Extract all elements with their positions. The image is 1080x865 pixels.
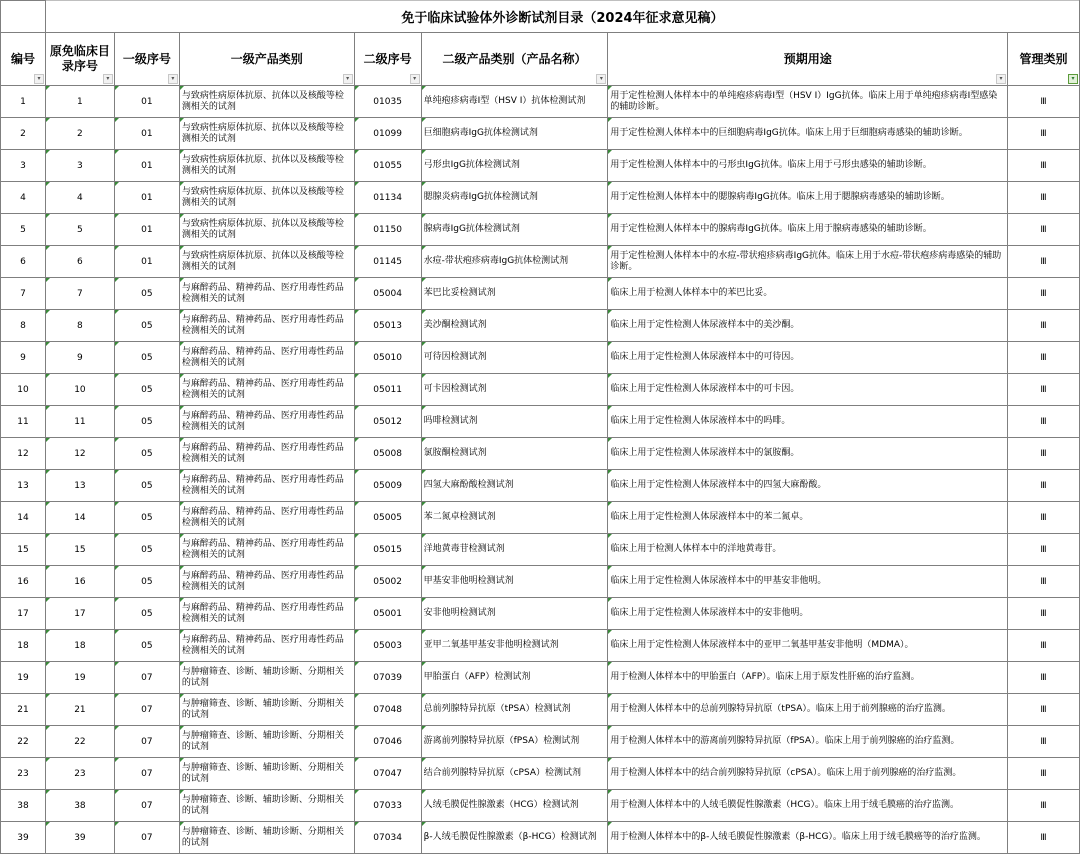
cell-intended-use[interactable]: 用于定性检测人体样本中的腮腺病毒IgG抗体。临床上用于腮腺病毒感染的辅助诊断。 <box>608 182 1008 214</box>
cell-level2-no[interactable]: 01145 <box>354 246 421 278</box>
cell-level1-no[interactable]: 05 <box>114 470 179 502</box>
table-row[interactable] <box>1 534 1080 566</box>
filter-dropdown-icon[interactable]: ▾ <box>168 74 178 84</box>
cell-product-name[interactable]: 弓形虫IgG抗体检测试剂 <box>421 150 608 182</box>
cell-product-name[interactable]: 水痘-带状疱疹病毒IgG抗体检测试剂 <box>421 246 608 278</box>
cell-level1-cat[interactable]: 与麻醉药品、精神药品、医疗用毒性药品检测相关的试剂 <box>179 566 354 598</box>
cell-level1-cat[interactable]: 与麻醉药品、精神药品、医疗用毒性药品检测相关的试剂 <box>179 278 354 310</box>
cell-no[interactable]: 22 <box>1 726 46 758</box>
cell-level2-no[interactable]: 05008 <box>354 438 421 470</box>
table-row[interactable] <box>1 502 1080 534</box>
cell-no[interactable]: 11 <box>1 406 46 438</box>
table-row[interactable] <box>1 758 1080 790</box>
cell-level2-no[interactable]: 05003 <box>354 630 421 662</box>
cell-orig-no[interactable]: 38 <box>45 790 114 822</box>
cell-product-name[interactable]: 氯胺酮检测试剂 <box>421 438 608 470</box>
cell-orig-no[interactable]: 15 <box>45 534 114 566</box>
cell-level1-no[interactable]: 07 <box>114 662 179 694</box>
cell-level1-no[interactable]: 01 <box>114 214 179 246</box>
cell-no[interactable]: 10 <box>1 374 46 406</box>
cell-level2-no[interactable]: 05002 <box>354 566 421 598</box>
cell-level1-cat[interactable]: 与麻醉药品、精神药品、医疗用毒性药品检测相关的试剂 <box>179 630 354 662</box>
cell-mgmt-class[interactable]: Ⅲ <box>1008 566 1080 598</box>
cell-level1-no[interactable]: 07 <box>114 822 179 854</box>
cell-level1-cat[interactable]: 与肿瘤筛查、诊断、辅助诊断、分期相关的试剂 <box>179 726 354 758</box>
cell-level2-no[interactable]: 07047 <box>354 758 421 790</box>
header-use-label: 预期用途 <box>783 51 832 66</box>
table-row[interactable] <box>1 150 1080 182</box>
cell-intended-use[interactable]: 临床上用于定性检测人体尿液样本中的氯胺酮。 <box>608 438 1008 470</box>
cell-level1-no[interactable]: 05 <box>114 598 179 630</box>
table-row[interactable] <box>1 630 1080 662</box>
cell-level1-no[interactable]: 01 <box>114 86 179 118</box>
cell-product-name[interactable]: 游离前列腺特异抗原（fPSA）检测试剂 <box>421 726 608 758</box>
cell-level2-no[interactable]: 07039 <box>354 662 421 694</box>
cell-mgmt-class[interactable]: Ⅲ <box>1008 406 1080 438</box>
cell-intended-use[interactable]: 用于定性检测人体样本中的弓形虫IgG抗体。临床上用于弓形虫感染的辅助诊断。 <box>608 150 1008 182</box>
cell-level2-no[interactable]: 01150 <box>354 214 421 246</box>
cell-orig-no[interactable]: 12 <box>45 438 114 470</box>
cell-mgmt-class[interactable]: Ⅲ <box>1008 534 1080 566</box>
cell-orig-no[interactable]: 3 <box>45 150 114 182</box>
cell-product-name[interactable]: 腮腺炎病毒IgG抗体检测试剂 <box>421 182 608 214</box>
cell-orig-no[interactable]: 11 <box>45 406 114 438</box>
table-row[interactable] <box>1 310 1080 342</box>
cell-level1-cat[interactable]: 与肿瘤筛查、诊断、辅助诊断、分期相关的试剂 <box>179 790 354 822</box>
cell-mgmt-class[interactable]: Ⅲ <box>1008 214 1080 246</box>
cell-product-name[interactable]: 苯巴比妥检测试剂 <box>421 278 608 310</box>
cell-orig-no[interactable]: 2 <box>45 118 114 150</box>
cell-product-name[interactable]: 可卡因检测试剂 <box>421 374 608 406</box>
cell-intended-use[interactable]: 临床上用于定性检测人体尿液样本中的吗啡。 <box>608 406 1008 438</box>
cell-mgmt-class[interactable]: Ⅲ <box>1008 310 1080 342</box>
cell-intended-use[interactable]: 临床上用于定性检测人体尿液样本中的甲基安非他明。 <box>608 566 1008 598</box>
table-row[interactable] <box>1 342 1080 374</box>
cell-level1-cat[interactable]: 与麻醉药品、精神药品、医疗用毒性药品检测相关的试剂 <box>179 470 354 502</box>
cell-orig-no[interactable]: 19 <box>45 662 114 694</box>
cell-level2-no[interactable]: 05009 <box>354 470 421 502</box>
header-level2-no-label: 二级序号 <box>363 51 412 66</box>
cell-level1-cat[interactable]: 与致病性病原体抗原、抗体以及核酸等检测相关的试剂 <box>179 118 354 150</box>
table-row[interactable] <box>1 662 1080 694</box>
cell-no[interactable]: 17 <box>1 598 46 630</box>
cell-no[interactable]: 4 <box>1 182 46 214</box>
cell-no[interactable]: 8 <box>1 310 46 342</box>
corner-cell <box>1 1 46 33</box>
cell-product-name[interactable]: 洋地黄毒苷检测试剂 <box>421 534 608 566</box>
cell-product-name[interactable]: 单纯疱疹病毒Ⅰ型（HSV Ⅰ）抗体检测试剂 <box>421 86 608 118</box>
cell-level1-no[interactable]: 05 <box>114 534 179 566</box>
cell-level1-no[interactable]: 07 <box>114 694 179 726</box>
cell-orig-no[interactable]: 6 <box>45 246 114 278</box>
cell-level1-cat[interactable]: 与麻醉药品、精神药品、医疗用毒性药品检测相关的试剂 <box>179 342 354 374</box>
cell-intended-use[interactable]: 临床上用于定性检测人体尿液样本中的苯二氮卓。 <box>608 502 1008 534</box>
cell-mgmt-class[interactable]: Ⅲ <box>1008 278 1080 310</box>
table-row[interactable] <box>1 278 1080 310</box>
header-orig-no[interactable] <box>45 33 114 86</box>
cell-orig-no[interactable]: 22 <box>45 726 114 758</box>
cell-intended-use[interactable]: 用于检测人体样本中的结合前列腺特异抗原（cPSA）。临床上用于前列腺癌的治疗监测。 <box>608 758 1008 790</box>
cell-product-name[interactable]: β-人绒毛膜促性腺激素（β-HCG）检测试剂 <box>421 822 608 854</box>
filter-dropdown-icon[interactable]: ▾ <box>34 74 44 84</box>
cell-mgmt-class[interactable]: Ⅲ <box>1008 726 1080 758</box>
cell-level1-cat[interactable]: 与致病性病原体抗原、抗体以及核酸等检测相关的试剂 <box>179 86 354 118</box>
cell-product-name[interactable]: 美沙酮检测试剂 <box>421 310 608 342</box>
cell-orig-no[interactable]: 16 <box>45 566 114 598</box>
cell-level2-no[interactable]: 07034 <box>354 822 421 854</box>
cell-no[interactable]: 5 <box>1 214 46 246</box>
cell-level2-no[interactable]: 05001 <box>354 598 421 630</box>
header-level2-no[interactable] <box>354 33 421 86</box>
header-level1-cat[interactable] <box>179 33 354 86</box>
cell-intended-use[interactable]: 用于检测人体样本中的β-人绒毛膜促性腺激素（β-HCG）。临床上用于绒毛膜癌等的治疗监测。 <box>608 822 1008 854</box>
cell-level1-cat[interactable]: 与致病性病原体抗原、抗体以及核酸等检测相关的试剂 <box>179 182 354 214</box>
cell-orig-no[interactable]: 23 <box>45 758 114 790</box>
cell-mgmt-class[interactable]: Ⅲ <box>1008 662 1080 694</box>
cell-no[interactable]: 21 <box>1 694 46 726</box>
cell-intended-use[interactable]: 临床上用于定性检测人体尿液样本中的可待因。 <box>608 342 1008 374</box>
cell-level2-no[interactable]: 05015 <box>354 534 421 566</box>
cell-no[interactable]: 14 <box>1 502 46 534</box>
cell-intended-use[interactable]: 临床上用于定性检测人体尿液样本中的亚甲二氧基甲基安非他明（MDMA）。 <box>608 630 1008 662</box>
cell-level2-no[interactable]: 01055 <box>354 150 421 182</box>
cell-mgmt-class[interactable]: Ⅲ <box>1008 374 1080 406</box>
table-row[interactable] <box>1 118 1080 150</box>
cell-level1-cat[interactable]: 与致病性病原体抗原、抗体以及核酸等检测相关的试剂 <box>179 246 354 278</box>
cell-product-name[interactable]: 甲胎蛋白（AFP）检测试剂 <box>421 662 608 694</box>
cell-level1-no[interactable]: 05 <box>114 438 179 470</box>
header-level2-cat-label: 二级产品类别（产品名称） <box>442 51 587 66</box>
cell-mgmt-class[interactable]: Ⅲ <box>1008 502 1080 534</box>
cell-intended-use[interactable]: 用于检测人体样本中的游离前列腺特异抗原（fPSA）。临床上用于前列腺癌的治疗监测。 <box>608 726 1008 758</box>
cell-level1-no[interactable]: 01 <box>114 246 179 278</box>
header-mgmt[interactable] <box>1008 33 1080 86</box>
cell-level1-cat[interactable]: 与麻醉药品、精神药品、医疗用毒性药品检测相关的试剂 <box>179 438 354 470</box>
cell-level1-no[interactable]: 05 <box>114 342 179 374</box>
cell-product-name[interactable]: 人绒毛膜促性腺激素（HCG）检测试剂 <box>421 790 608 822</box>
cell-mgmt-class[interactable]: Ⅲ <box>1008 630 1080 662</box>
table-row[interactable] <box>1 790 1080 822</box>
cell-level2-no[interactable]: 05010 <box>354 342 421 374</box>
cell-level1-cat[interactable]: 与麻醉药品、精神药品、医疗用毒性药品检测相关的试剂 <box>179 406 354 438</box>
cell-product-name[interactable]: 吗啡检测试剂 <box>421 406 608 438</box>
cell-mgmt-class[interactable]: Ⅲ <box>1008 118 1080 150</box>
header-level1-cat-label: 一级产品类别 <box>230 51 303 66</box>
cell-intended-use[interactable]: 用于定性检测人体样本中的水痘-带状疱疹病毒IgG抗体。临床上用于水痘-带状疱疹病毒感染的辅助诊断。 <box>608 246 1008 278</box>
header-use[interactable] <box>608 33 1008 86</box>
cell-no[interactable]: 16 <box>1 566 46 598</box>
cell-level2-no[interactable]: 05013 <box>354 310 421 342</box>
filter-dropdown-icon[interactable]: ▾ <box>103 74 113 84</box>
cell-mgmt-class[interactable]: Ⅲ <box>1008 182 1080 214</box>
table-row[interactable] <box>1 726 1080 758</box>
cell-intended-use[interactable]: 临床上用于定性检测人体尿液样本中的可卡因。 <box>608 374 1008 406</box>
table-row[interactable] <box>1 182 1080 214</box>
table-row[interactable] <box>1 86 1080 118</box>
cell-level2-no[interactable]: 01035 <box>354 86 421 118</box>
cell-mgmt-class[interactable]: Ⅲ <box>1008 438 1080 470</box>
table-row[interactable] <box>1 566 1080 598</box>
header-level2-cat[interactable] <box>421 33 608 86</box>
cell-mgmt-class[interactable]: Ⅲ <box>1008 598 1080 630</box>
cell-no[interactable]: 23 <box>1 758 46 790</box>
table-row[interactable] <box>1 822 1080 854</box>
cell-no[interactable]: 1 <box>1 86 46 118</box>
cell-orig-no[interactable]: 39 <box>45 822 114 854</box>
cell-orig-no[interactable]: 5 <box>45 214 114 246</box>
cell-level1-no[interactable]: 05 <box>114 406 179 438</box>
cell-orig-no[interactable]: 17 <box>45 598 114 630</box>
table-row[interactable] <box>1 438 1080 470</box>
cell-mgmt-class[interactable]: Ⅲ <box>1008 758 1080 790</box>
cell-intended-use[interactable]: 用于定性检测人体样本中的巨细胞病毒IgG抗体。临床上用于巨细胞病毒感染的辅助诊断。 <box>608 118 1008 150</box>
cell-mgmt-class[interactable]: Ⅲ <box>1008 246 1080 278</box>
cell-intended-use[interactable]: 临床上用于检测人体样本中的洋地黄毒苷。 <box>608 534 1008 566</box>
cell-orig-no[interactable]: 9 <box>45 342 114 374</box>
table-row[interactable] <box>1 470 1080 502</box>
table-row[interactable] <box>1 214 1080 246</box>
cell-mgmt-class[interactable]: Ⅲ <box>1008 86 1080 118</box>
cell-level1-no[interactable]: 05 <box>114 310 179 342</box>
cell-level2-no[interactable]: 01099 <box>354 118 421 150</box>
cell-orig-no[interactable]: 21 <box>45 694 114 726</box>
cell-no[interactable]: 6 <box>1 246 46 278</box>
header-level1-no-label: 一级序号 <box>122 51 171 66</box>
cell-level1-cat[interactable]: 与麻醉药品、精神药品、医疗用毒性药品检测相关的试剂 <box>179 374 354 406</box>
cell-product-name[interactable]: 巨细胞病毒IgG抗体检测试剂 <box>421 118 608 150</box>
cell-level1-no[interactable]: 01 <box>114 118 179 150</box>
cell-level1-no[interactable]: 05 <box>114 502 179 534</box>
cell-level1-no[interactable]: 07 <box>114 790 179 822</box>
cell-level1-cat[interactable]: 与麻醉药品、精神药品、医疗用毒性药品检测相关的试剂 <box>179 534 354 566</box>
cell-intended-use[interactable]: 临床上用于定性检测人体尿液样本中的美沙酮。 <box>608 310 1008 342</box>
header-no-label: 编号 <box>10 51 35 66</box>
cell-orig-no[interactable]: 10 <box>45 374 114 406</box>
cell-level1-no[interactable]: 01 <box>114 182 179 214</box>
cell-no[interactable]: 39 <box>1 822 46 854</box>
table-row[interactable] <box>1 406 1080 438</box>
cell-intended-use[interactable]: 临床上用于定性检测人体尿液样本中的四氢大麻酚酸。 <box>608 470 1008 502</box>
filter-active-icon[interactable]: ▾ <box>1068 74 1078 84</box>
filter-dropdown-icon[interactable]: ▾ <box>596 74 606 84</box>
cell-level2-no[interactable]: 05005 <box>354 502 421 534</box>
cell-product-name[interactable]: 安非他明检测试剂 <box>421 598 608 630</box>
filter-dropdown-icon[interactable]: ▾ <box>410 74 420 84</box>
cell-level2-no[interactable]: 07033 <box>354 790 421 822</box>
cell-orig-no[interactable]: 4 <box>45 182 114 214</box>
cell-mgmt-class[interactable]: Ⅲ <box>1008 822 1080 854</box>
cell-level1-cat[interactable]: 与麻醉药品、精神药品、医疗用毒性药品检测相关的试剂 <box>179 310 354 342</box>
cell-no[interactable]: 9 <box>1 342 46 374</box>
table-row[interactable] <box>1 694 1080 726</box>
cell-orig-no[interactable]: 13 <box>45 470 114 502</box>
cell-level1-no[interactable]: 07 <box>114 726 179 758</box>
cell-no[interactable]: 15 <box>1 534 46 566</box>
cell-intended-use[interactable]: 用于检测人体样本中的总前列腺特异抗原（tPSA）。临床上用于前列腺癌的治疗监测。 <box>608 694 1008 726</box>
cell-product-name[interactable]: 可待因检测试剂 <box>421 342 608 374</box>
cell-mgmt-class[interactable]: Ⅲ <box>1008 150 1080 182</box>
cell-level1-cat[interactable]: 与肿瘤筛查、诊断、辅助诊断、分期相关的试剂 <box>179 694 354 726</box>
cell-no[interactable]: 7 <box>1 278 46 310</box>
cell-level1-cat[interactable]: 与致病性病原体抗原、抗体以及核酸等检测相关的试剂 <box>179 214 354 246</box>
cell-intended-use[interactable]: 临床上用于检测人体样本中的苯巴比妥。 <box>608 278 1008 310</box>
cell-no[interactable]: 13 <box>1 470 46 502</box>
header-mgmt-label: 管理类别 <box>1019 51 1068 66</box>
cell-level1-no[interactable]: 07 <box>114 758 179 790</box>
cell-product-name[interactable]: 总前列腺特异抗原（tPSA）检测试剂 <box>421 694 608 726</box>
cell-level1-no[interactable]: 01 <box>114 150 179 182</box>
cell-no[interactable]: 12 <box>1 438 46 470</box>
cell-intended-use[interactable]: 用于检测人体样本中的人绒毛膜促性腺激素（HCG）。临床上用于绒毛膜癌的治疗监测。 <box>608 790 1008 822</box>
cell-level2-no[interactable]: 05004 <box>354 278 421 310</box>
cell-level1-no[interactable]: 05 <box>114 566 179 598</box>
table-title: 免于临床试验体外诊断试剂目录（2024年征求意见稿） <box>45 1 1079 33</box>
cell-product-name[interactable]: 腺病毒IgG抗体检测试剂 <box>421 214 608 246</box>
header-level1-no[interactable] <box>114 33 179 86</box>
cell-intended-use[interactable]: 用于定性检测人体样本中的腺病毒IgG抗体。临床上用于腺病毒感染的辅助诊断。 <box>608 214 1008 246</box>
cell-level2-no[interactable]: 05011 <box>354 374 421 406</box>
cell-mgmt-class[interactable]: Ⅲ <box>1008 694 1080 726</box>
cell-product-name[interactable]: 四氢大麻酚酸检测试剂 <box>421 470 608 502</box>
cell-no[interactable]: 18 <box>1 630 46 662</box>
cell-mgmt-class[interactable]: Ⅲ <box>1008 470 1080 502</box>
cell-intended-use[interactable]: 用于检测人体样本中的甲胎蛋白（AFP）。临床上用于原发性肝癌的治疗监测。 <box>608 662 1008 694</box>
cell-product-name[interactable]: 结合前列腺特异抗原（cPSA）检测试剂 <box>421 758 608 790</box>
cell-orig-no[interactable]: 14 <box>45 502 114 534</box>
cell-level1-no[interactable]: 05 <box>114 374 179 406</box>
filter-dropdown-icon[interactable]: ▾ <box>996 74 1006 84</box>
cell-level1-cat[interactable]: 与肿瘤筛查、诊断、辅助诊断、分期相关的试剂 <box>179 758 354 790</box>
table-row[interactable] <box>1 246 1080 278</box>
header-no[interactable] <box>1 33 46 86</box>
cell-product-name[interactable]: 亚甲二氧基甲基安非他明检测试剂 <box>421 630 608 662</box>
cell-orig-no[interactable]: 7 <box>45 278 114 310</box>
table-row[interactable] <box>1 598 1080 630</box>
cell-orig-no[interactable]: 18 <box>45 630 114 662</box>
cell-product-name[interactable]: 苯二氮卓检测试剂 <box>421 502 608 534</box>
cell-intended-use[interactable]: 临床上用于定性检测人体尿液样本中的安非他明。 <box>608 598 1008 630</box>
cell-no[interactable]: 38 <box>1 790 46 822</box>
cell-level2-no[interactable]: 07046 <box>354 726 421 758</box>
cell-level1-cat[interactable]: 与麻醉药品、精神药品、医疗用毒性药品检测相关的试剂 <box>179 598 354 630</box>
cell-level2-no[interactable]: 01134 <box>354 182 421 214</box>
cell-orig-no[interactable]: 1 <box>45 86 114 118</box>
cell-level1-no[interactable]: 05 <box>114 630 179 662</box>
table-row[interactable] <box>1 374 1080 406</box>
cell-level1-cat[interactable]: 与肿瘤筛查、诊断、辅助诊断、分期相关的试剂 <box>179 662 354 694</box>
cell-level1-cat[interactable]: 与麻醉药品、精神药品、医疗用毒性药品检测相关的试剂 <box>179 502 354 534</box>
cell-level1-cat[interactable]: 与致病性病原体抗原、抗体以及核酸等检测相关的试剂 <box>179 150 354 182</box>
cell-intended-use[interactable]: 用于定性检测人体样本中的单纯疱疹病毒Ⅰ型（HSV Ⅰ）IgG抗体。临床上用于单纯疱疹病毒Ⅰ型感染的辅助诊断。 <box>608 86 1008 118</box>
cell-level1-no[interactable]: 05 <box>114 278 179 310</box>
cell-mgmt-class[interactable]: Ⅲ <box>1008 342 1080 374</box>
filter-dropdown-icon[interactable]: ▾ <box>343 74 353 84</box>
cell-orig-no[interactable]: 8 <box>45 310 114 342</box>
cell-no[interactable]: 3 <box>1 150 46 182</box>
cell-level2-no[interactable]: 05012 <box>354 406 421 438</box>
cell-mgmt-class[interactable]: Ⅲ <box>1008 790 1080 822</box>
cell-no[interactable]: 2 <box>1 118 46 150</box>
header-orig-no-label: 原免临床目录序号 <box>49 44 110 73</box>
cell-product-name[interactable]: 甲基安非他明检测试剂 <box>421 566 608 598</box>
cell-no[interactable]: 19 <box>1 662 46 694</box>
cell-level1-cat[interactable]: 与肿瘤筛查、诊断、辅助诊断、分期相关的试剂 <box>179 822 354 854</box>
cell-level2-no[interactable]: 07048 <box>354 694 421 726</box>
